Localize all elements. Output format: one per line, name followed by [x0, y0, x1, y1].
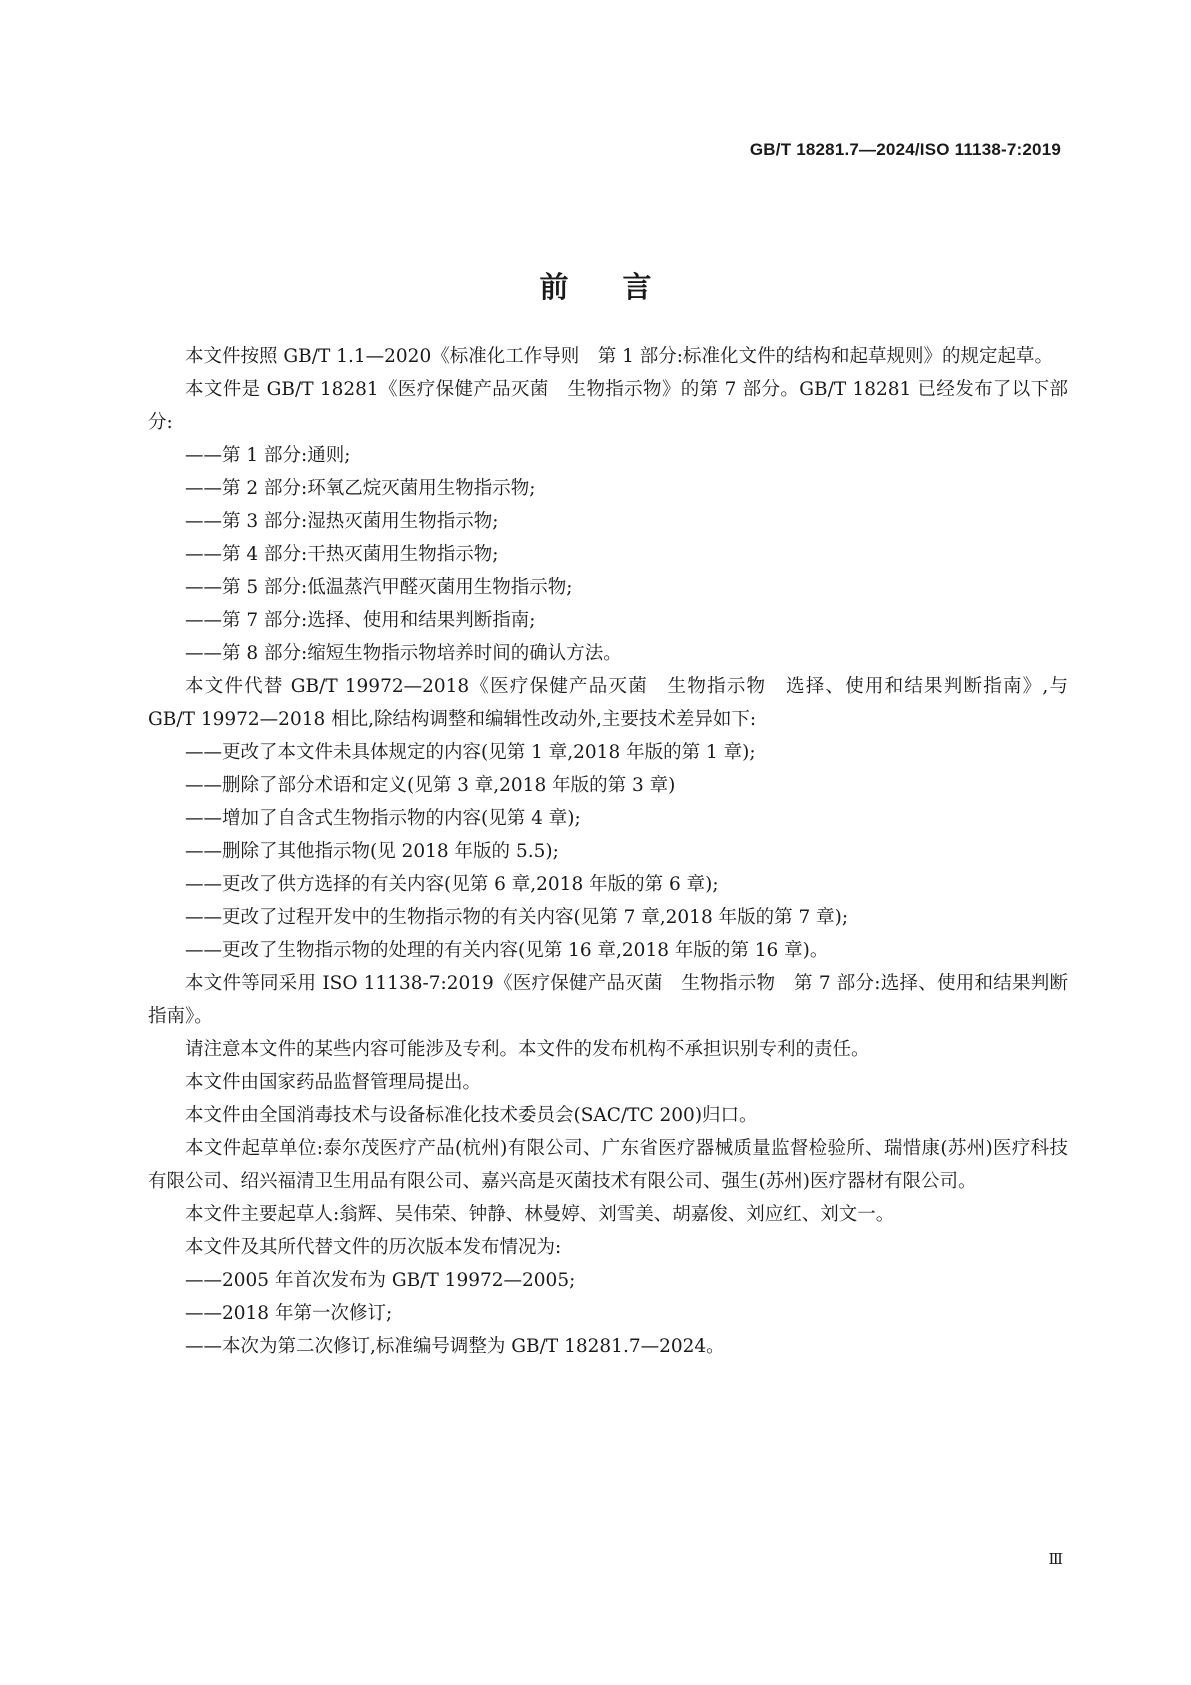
paragraph-drafting-organizations: 本文件起草单位:泰尔茂医疗产品(杭州)有限公司、广东省医疗器械质量监督检验所、瑞惜康(苏州)医疗科技有限公司、绍兴福清卫生用品有限公司、嘉兴高是灭菌技术有限公司、强生(苏州)医疗器材有限公司。	[148, 1138, 1068, 1192]
paragraph-replaces: 本文件代替 GB/T 19972—2018《医疗保健产品灭菌 生物指示物 选择、使用和结果判断指南》,与 GB/T 19972—2018 相比,除结构调整和编辑性改动外,主要技术差异如下:	[148, 676, 1068, 730]
paragraph-iso-adoption: 本文件等同采用 ISO 11138-7:2019《医疗保健产品灭菌 生物指示物 第 7 部分:选择、使用和结果判断指南》。	[148, 973, 1068, 1027]
paragraph-version-history: 本文件及其所代替文件的历次版本发布情况为:	[185, 1237, 562, 1258]
list-item: ——第 2 部分:环氧乙烷灭菌用生物指示物;	[185, 478, 536, 499]
list-item: ——删除了部分术语和定义(见第 3 章,2018 年版的第 3 章)	[185, 775, 676, 796]
list-item: ——本次为第二次修订,标准编号调整为 GB/T 18281.7—2024。	[185, 1336, 725, 1357]
list-item: ——第 8 部分:缩短生物指示物培养时间的确认方法。	[185, 643, 622, 664]
list-item: ——第 1 部分:通则;	[185, 445, 351, 466]
foreword-body	[148, 340, 1068, 1363]
list-item: ——第 5 部分:低温蒸汽甲醛灭菌用生物指示物;	[185, 577, 573, 598]
list-item: ——更改了过程开发中的生物指示物的有关内容(见第 7 章,2018 年版的第 7 章);	[185, 907, 849, 928]
paragraph-technical-committee: 本文件由全国消毒技术与设备标准化技术委员会(SAC/TC 200)归口。	[185, 1105, 758, 1126]
paragraph-series-parts: 本文件是 GB/T 18281《医疗保健产品灭菌 生物指示物》的第 7 部分。GB/T 18281 已经发布了以下部分:	[148, 379, 1068, 433]
standard-number-header: GB/T 18281.7—2024/ISO 11138-7:2019	[749, 140, 1061, 159]
page-title: 前言	[539, 270, 706, 305]
list-item: ——删除了其他指示物(见 2018 年版的 5.5);	[185, 841, 559, 862]
paragraph-drafters: 本文件主要起草人:翁辉、吴伟荣、钟静、林曼婷、刘雪美、胡嘉俊、刘应红、刘文一。	[185, 1204, 895, 1225]
list-item: ——2018 年第一次修订;	[185, 1303, 393, 1324]
paragraph-proposed-by: 本文件由国家药品监督管理局提出。	[185, 1072, 482, 1093]
paragraph-drafting-rules: 本文件按照 GB/T 1.1—2020《标准化工作导则 第 1 部分:标准化文件的结构和起草规则》的规定起草。	[185, 346, 1053, 367]
paragraph-patent-notice: 请注意本文件的某些内容可能涉及专利。本文件的发布机构不承担识别专利的责任。	[185, 1039, 870, 1060]
list-item: ——第 3 部分:湿热灭菌用生物指示物;	[185, 511, 499, 532]
list-item: ——更改了本文件未具体规定的内容(见第 1 章,2018 年版的第 1 章);	[185, 742, 756, 763]
page-number: Ⅲ	[1048, 1550, 1063, 1568]
list-item: ——第 4 部分:干热灭菌用生物指示物;	[185, 544, 499, 565]
list-item: ——更改了供方选择的有关内容(见第 6 章,2018 年版的第 6 章);	[185, 874, 719, 895]
list-item: ——增加了自含式生物指示物的内容(见第 4 章);	[185, 808, 581, 829]
list-item: ——2005 年首次发布为 GB/T 19972—2005;	[185, 1270, 576, 1291]
list-item: ——更改了生物指示物的处理的有关内容(见第 16 章,2018 年版的第 16 章)。	[185, 940, 829, 961]
list-item: ——第 7 部分:选择、使用和结果判断指南;	[185, 610, 536, 631]
